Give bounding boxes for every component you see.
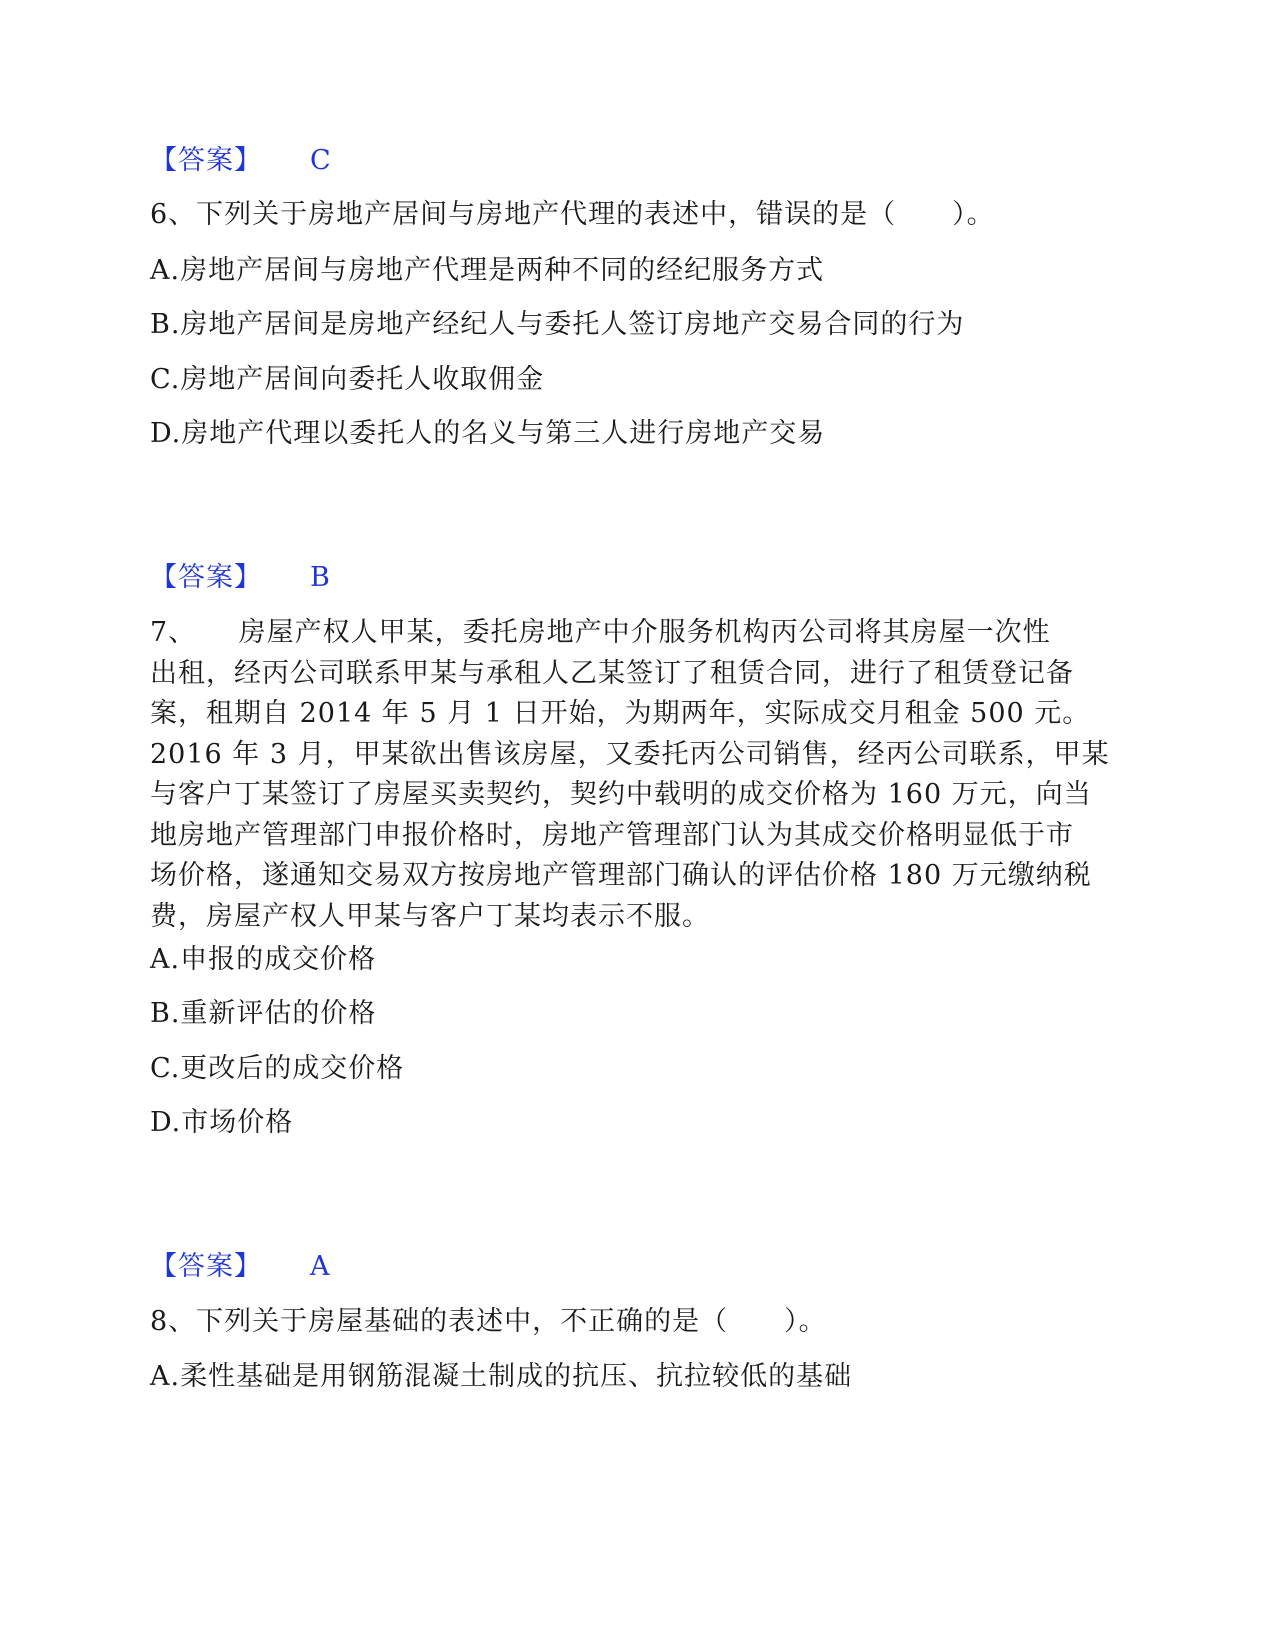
question-7-line: 出租，经丙公司联系甲某与承租人乙某签订了租赁合同，进行了租赁登记备 bbox=[150, 657, 1074, 689]
question-8-option-a: A.柔性基础是用钢筋混凝土制成的抗压、抗拉较低的基础 bbox=[150, 1361, 853, 1392]
question-7-line: 地房地产管理部门申报价格时，房地产管理部门认为其成交价格明显低于市 bbox=[150, 819, 1074, 851]
answer-label: 【答案】 bbox=[150, 145, 262, 176]
answer-line-7 bbox=[150, 1247, 331, 1287]
answer-value: C bbox=[310, 145, 332, 176]
question-7-text bbox=[150, 613, 1120, 937]
question-6-option-d: D.房地产代理以委托人的名义与第三人进行房地产交易 bbox=[150, 418, 826, 449]
answer-line-5 bbox=[150, 141, 332, 181]
answer-value: A bbox=[310, 1251, 331, 1282]
answer-label: 【答案】 bbox=[150, 562, 262, 593]
question-7-option-d: D.市场价格 bbox=[150, 1107, 294, 1138]
question-7-option-c: C.更改后的成交价格 bbox=[150, 1053, 405, 1084]
question-7-line: 费，房屋产权人甲某与客户丁某均表示不服。 bbox=[150, 900, 710, 932]
question-8-text: 8、下列关于房屋基础的表述中，不正确的是（ ）。 bbox=[150, 1306, 827, 1337]
question-7-line: 7、 房屋产权人甲某，委托房地产中介服务机构丙公司将其房屋一次性 bbox=[150, 617, 1051, 648]
question-7-line: 场价格，遂通知交易双方按房地产管理部门确认的评估价格 180 万元缴纳税 bbox=[150, 860, 1092, 891]
question-7-line: 2016 年 3 月，甲某欲出售该房屋，又委托丙公司销售，经丙公司联系，甲某 bbox=[150, 738, 1110, 770]
question-6-option-c: C.房地产居间向委托人收取佣金 bbox=[150, 364, 545, 395]
question-6-option-a: A.房地产居间与房地产代理是两种不同的经纪服务方式 bbox=[150, 255, 825, 286]
question-7-line: 案，租期自 2014 年 5 月 1 日开始，为期两年，实际成交月租金 500 元。 bbox=[150, 698, 1091, 729]
question-6-option-b: B.房地产居间是房地产经纪人与委托人签订房地产交易合同的行为 bbox=[150, 309, 965, 340]
question-7-option-b: B.重新评估的价格 bbox=[150, 998, 377, 1029]
answer-label: 【答案】 bbox=[150, 1251, 262, 1282]
question-7-option-a: A.申报的成交价格 bbox=[150, 944, 377, 975]
question-6-text: 6、下列关于房地产居间与房地产代理的表述中，错误的是（ ）。 bbox=[150, 199, 995, 230]
answer-line-6 bbox=[150, 558, 331, 598]
question-7-line: 与客户丁某签订了房屋买卖契约，契约中载明的成交价格为 160 万元，向当 bbox=[150, 779, 1092, 810]
answer-value: B bbox=[310, 562, 331, 593]
